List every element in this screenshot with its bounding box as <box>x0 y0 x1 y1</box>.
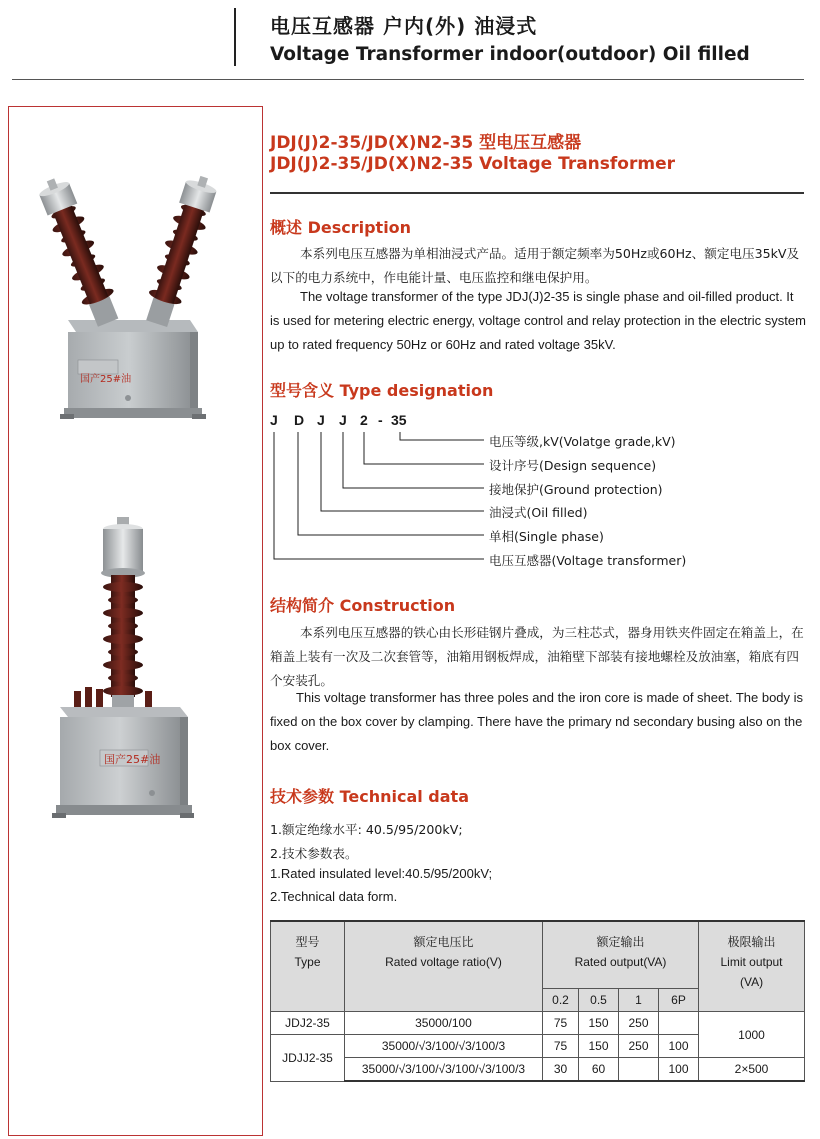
designation-label-voltage-grade: 电压等级,kV(Volatge grade,kV) <box>489 434 676 449</box>
designation-label-design-sequence: 设计序号(Design sequence) <box>489 458 657 473</box>
code-letter-design-sequence: 2 <box>360 412 368 428</box>
header-type-en: Type <box>294 955 321 969</box>
code-letter-voltage-grade: 35 <box>391 412 407 428</box>
cell-class-05: 150 <box>579 1012 619 1035</box>
cell-class-05: 150 <box>579 1035 619 1058</box>
technical-item-insulation-cn: 1.额定绝缘水平: 40.5/95/200kV; <box>270 822 463 837</box>
cell-class-6p: 100 <box>659 1035 699 1058</box>
header-title-cn: 电压互感器 户内(外) 油浸式 <box>270 14 538 38</box>
code-letter-voltage-transformer: J <box>270 412 278 428</box>
table-row <box>271 1012 805 1035</box>
construction-text-en: This voltage transformer has three poles and the iron core is made of sheet. The body is fixed on the box cover by clamping. There have the primary nd secondary busing also on the box cover. <box>270 690 804 753</box>
cell-class-05: 60 <box>579 1058 619 1082</box>
technical-heading: 技术参数 Technical data <box>270 787 469 806</box>
header-output-cn: 额定输出 <box>596 935 645 949</box>
header-output-en: Rated output(VA) <box>574 955 667 969</box>
code-letter-ground-protection: J <box>339 412 347 428</box>
cell-class-1: 250 <box>619 1012 659 1035</box>
code-letter-dash: - <box>378 412 383 428</box>
cell-ratio: 35000/√3/100/√3/100/3 <box>345 1035 543 1058</box>
product-title-en: JDJ(J)2-35/JD(X)N2-35 Voltage Transformer <box>270 154 675 174</box>
cell-class-02: 75 <box>543 1012 579 1035</box>
cell-class-1: 250 <box>619 1035 659 1058</box>
header-output <box>543 921 699 989</box>
header-ratio-en: Rated voltage ratio(V) <box>385 955 502 969</box>
header-class-6p: 6P <box>659 989 699 1012</box>
designation-label-voltage-transformer: 电压互感器(Voltage transformer) <box>489 553 687 568</box>
description-text-en: The voltage transformer of the type JDJ(J)2-35 is single phase and oil-filled product. It is used for metering electric energy, voltage control and relay protection in the electric system up to rated frequency 50Hz or 60Hz and rated voltage 35kV. <box>270 289 806 352</box>
technical-item-insulation-en: 1.Rated insulated level:40.5/95/200kV; <box>270 866 493 881</box>
header-limit-unit: (VA) <box>739 975 764 989</box>
header-class-1: 1 <box>619 989 659 1012</box>
cell-class-1 <box>619 1058 659 1082</box>
cell-class-02: 75 <box>543 1035 579 1058</box>
description-text-cn: 本系列电压互感器为单相油浸式产品。适用于额定频率为50Hz或60Hz、额定电压35kV及以下的电力系统中，作电能计量、电压监控和继电保护用。 <box>270 246 800 285</box>
header-limit-cn: 极限输出 <box>727 935 776 949</box>
header-title-en: Voltage Transformer indoor(outdoor) Oil filled <box>270 44 750 65</box>
header-ratio-cn: 额定电压比 <box>413 935 474 949</box>
cell-type-jdjj: JDJJ2-35 <box>271 1035 345 1082</box>
header-limit <box>699 921 805 1012</box>
cell-class-02: 30 <box>543 1058 579 1082</box>
description-heading: 概述 Description <box>270 218 412 237</box>
designation-label-single-phase: 单相(Single phase) <box>489 529 604 544</box>
cell-limit-2x500: 2×500 <box>699 1058 805 1082</box>
bottom-photo-nameplate <box>104 752 160 766</box>
header-type-cn: 型号 <box>295 935 320 949</box>
code-letter-oil-filled: J <box>317 412 325 428</box>
product-title-cn: JDJ(J)2-35/JD(X)N2-35 型电压互感器 <box>270 133 582 153</box>
svg-text:国产25#油: 国产25#油 <box>104 753 161 766</box>
technical-item-table-en: 2.Technical data form. <box>270 889 398 904</box>
designation-label-oil-filled: 油浸式(Oil filled) <box>489 505 588 520</box>
header-limit-en: Limit output <box>720 955 783 969</box>
cell-class-6p: 100 <box>659 1058 699 1082</box>
designation-label-ground-protection: 接地保护(Ground protection) <box>489 482 663 497</box>
header-class-02: 0.2 <box>543 989 579 1012</box>
cell-class-6p <box>659 1012 699 1035</box>
header-ratio <box>345 921 543 1012</box>
table-row <box>271 1058 805 1082</box>
construction-heading: 结构简介 Construction <box>270 596 456 615</box>
header-type <box>271 921 345 1012</box>
designation-heading: 型号含义 Type designation <box>270 381 494 400</box>
cell-limit-1000: 1000 <box>699 1012 805 1058</box>
cell-type: JDJ2-35 <box>271 1012 345 1035</box>
svg-text:国产25#油: 国产25#油 <box>80 374 132 385</box>
header-class-05: 0.5 <box>579 989 619 1012</box>
cell-ratio: 35000/100 <box>345 1012 543 1035</box>
technical-data-table <box>270 920 805 1082</box>
construction-text-cn: 本系列电压互感器的铁心由长形硅钢片叠成，为三柱芯式，器身用铁夹件固定在箱盖上，在箱盖上装有一次及二次套管等，油箱用钢板焊成，油箱壁下部装有接地螺栓及放油塞，箱底有四个安装孔。 <box>270 625 804 688</box>
code-letter-single-phase: D <box>294 412 305 428</box>
technical-item-table-cn: 2.技术参数表。 <box>270 846 358 861</box>
cell-ratio: 35000/√3/100/√3/100/√3/100/3 <box>345 1058 543 1082</box>
